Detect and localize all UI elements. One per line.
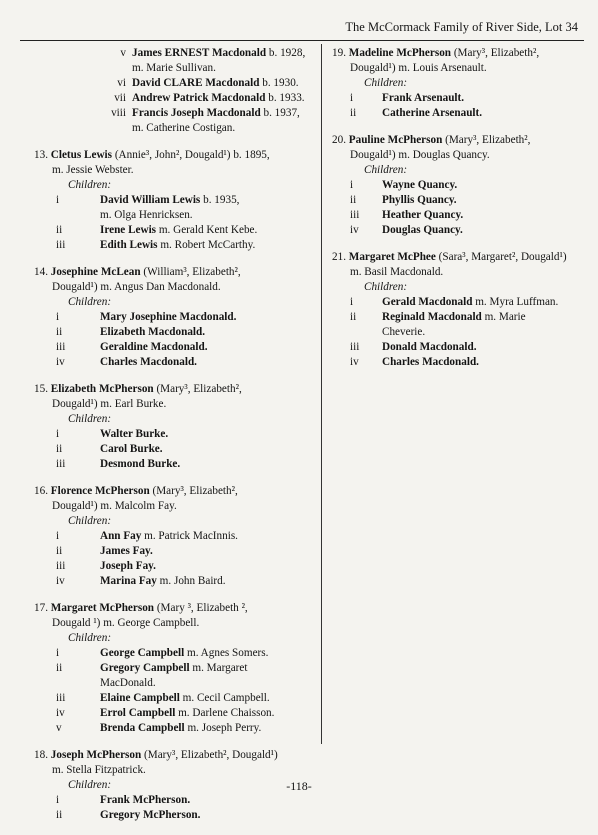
family-entry: [34, 148, 318, 253]
child-row: [332, 106, 594, 121]
child-row: [34, 661, 318, 676]
child-details-continued: Cheverie.: [382, 326, 426, 338]
child-details: m. Darlene Chaisson.: [175, 707, 275, 719]
entry-marriage: m. Jessie Webster.: [52, 164, 134, 176]
entry-number: 13.: [34, 149, 48, 161]
child-details: m. Patrick MacInnis.: [141, 530, 238, 542]
child-name: Frank McPherson.: [100, 794, 191, 806]
family-entry: [332, 133, 594, 238]
entry-marriage: Dougald¹) m. Malcolm Fay.: [52, 500, 177, 512]
child-row: [34, 106, 318, 121]
entry-name: Florence McPherson: [50, 485, 150, 497]
child-row: [34, 325, 318, 340]
child-number: ii: [56, 662, 63, 674]
child-details-continued: m. Olga Henricksen.: [100, 209, 193, 221]
child-row: [34, 91, 318, 106]
entry-heading: [332, 133, 594, 148]
child-details-continued: m. Catherine Costigan.: [132, 122, 236, 134]
child-name: Gerald Macdonald: [382, 296, 473, 308]
entry-number: 21.: [332, 251, 346, 263]
page-number: -118-: [286, 779, 312, 793]
entry-number: 16.: [34, 485, 48, 497]
child-name: Gregory Campbell: [100, 662, 190, 674]
entry-name: Elizabeth McPherson: [50, 383, 154, 395]
child-name: Donald Macdonald.: [382, 341, 477, 353]
child-number: iii: [350, 209, 360, 221]
child-row: [34, 691, 318, 706]
child-name: Elaine Campbell: [100, 692, 180, 704]
child-row: [34, 457, 318, 472]
child-row: [332, 208, 594, 223]
children-label: Children:: [68, 296, 112, 308]
child-details: b. 1933.: [265, 92, 305, 104]
child-number: iii: [56, 560, 66, 572]
child-row: [34, 223, 318, 238]
child-number: i: [56, 794, 60, 806]
child-details-continued: m. Marie Sullivan.: [132, 62, 216, 74]
family-entry: [332, 46, 594, 121]
child-row: [34, 793, 318, 808]
child-number: ii: [350, 311, 357, 323]
child-name: Brenda Campbell: [100, 722, 185, 734]
child-name: Mary Josephine Macdonald.: [100, 311, 237, 323]
child-details-continued: MacDonald.: [100, 677, 156, 689]
child-name: Andrew Patrick Macdonald: [132, 92, 266, 104]
entry-name: Pauline McPherson: [348, 134, 443, 146]
child-details: m. Agnes Somers.: [184, 647, 269, 659]
entry-number: 18.: [34, 749, 48, 761]
column-divider: [321, 44, 322, 744]
child-row: [34, 310, 318, 325]
children-label: Children:: [364, 77, 408, 89]
child-number: vi: [117, 77, 126, 89]
entry-lineage: (Mary³, Elizabeth²,: [442, 134, 531, 146]
continued-children-list: [34, 46, 318, 136]
children-label: Children:: [68, 179, 112, 191]
child-row: [34, 574, 318, 589]
child-name: Wayne Quancy.: [382, 179, 458, 191]
entry-name: Margaret McPherson: [50, 602, 155, 614]
child-name: David CLARE Macdonald: [132, 77, 260, 89]
child-row: [34, 46, 318, 61]
children-label: Children:: [68, 632, 112, 644]
entry-marriage: m. Basil Macdonald.: [350, 266, 444, 278]
child-name: Walter Burke.: [100, 428, 169, 440]
entry-name: Josephine McLean: [50, 266, 141, 278]
child-name: Douglas Quancy.: [382, 224, 463, 236]
child-name: Joseph Fay.: [100, 560, 156, 572]
entry-lineage: (Sara³, Margaret², Dougald¹): [435, 251, 567, 263]
child-name: Heather Quancy.: [382, 209, 464, 221]
child-name: George Campbell: [100, 647, 185, 659]
child-name: Elizabeth Macdonald.: [100, 326, 206, 338]
child-row: [34, 427, 318, 442]
entry-heading: [34, 484, 318, 499]
children-label: Children:: [68, 515, 112, 527]
entry-marriage: Dougald¹) m. Douglas Quancy.: [350, 149, 490, 161]
entry-number: 19.: [332, 47, 346, 59]
child-name: Desmond Burke.: [100, 458, 181, 470]
child-number: ii: [56, 443, 63, 455]
child-row: [34, 238, 318, 253]
child-row: [332, 310, 594, 325]
child-name: Catherine Arsenault.: [382, 107, 483, 119]
family-entry: [34, 601, 318, 736]
child-number: i: [350, 92, 354, 104]
child-details: b. 1937,: [260, 107, 300, 119]
entry-lineage: (Mary ³, Elizabeth ²,: [154, 602, 248, 614]
child-number: ii: [350, 107, 357, 119]
right-column: [332, 46, 594, 382]
family-entry: [34, 484, 318, 589]
child-number: i: [56, 194, 60, 206]
child-row: [34, 559, 318, 574]
entry-lineage: (William³, Elizabeth²,: [140, 266, 241, 278]
child-number: ii: [56, 224, 63, 236]
entry-number: 14.: [34, 266, 48, 278]
child-row: [34, 544, 318, 559]
entry-heading: [34, 748, 318, 763]
child-name: Irene Lewis: [100, 224, 157, 236]
child-name: Geraldine Macdonald.: [100, 341, 208, 353]
child-details: m. Myra Luffman.: [472, 296, 559, 308]
entry-heading: [34, 601, 318, 616]
child-details: m. Margaret: [189, 662, 248, 674]
child-name: David William Lewis: [100, 194, 201, 206]
child-number: iii: [56, 692, 66, 704]
family-entry: [34, 382, 318, 472]
child-row: [332, 178, 594, 193]
family-entry: [332, 250, 594, 370]
child-number: iv: [56, 356, 65, 368]
child-name: Phyllis Quancy.: [382, 194, 457, 206]
child-row: [34, 721, 318, 736]
entry-heading: [332, 250, 594, 265]
child-row: [34, 193, 318, 208]
entry-heading: [34, 148, 318, 163]
header-title: The McCormack Family of River Side, Lot 34: [345, 20, 578, 34]
child-number: ii: [56, 545, 63, 557]
child-row: [332, 295, 594, 310]
child-row: [332, 223, 594, 238]
child-number: viii: [111, 107, 126, 119]
entry-name: Cletus Lewis: [50, 149, 113, 161]
child-row: [34, 442, 318, 457]
entry-lineage: (Mary³, Elizabeth², Dougald¹): [141, 749, 278, 761]
child-name: Errol Campbell: [100, 707, 176, 719]
entry-number: 20.: [332, 134, 346, 146]
entry-lineage: (Mary³, Elizabeth²,: [153, 383, 242, 395]
family-entry: [34, 265, 318, 370]
child-number: v: [56, 722, 62, 734]
child-number: i: [56, 647, 60, 659]
entry-marriage: m. Stella Fitzpatrick.: [52, 764, 146, 776]
entry-heading: [34, 382, 318, 397]
child-row: [34, 646, 318, 661]
child-number: vii: [114, 92, 126, 104]
left-column: [34, 46, 318, 835]
child-row: [332, 91, 594, 106]
entry-marriage: Dougald ¹) m. George Campbell.: [52, 617, 200, 629]
child-name: Charles Macdonald.: [100, 356, 197, 368]
child-details: b. 1930.: [259, 77, 299, 89]
children-label: Children:: [68, 779, 112, 791]
child-details: m. Gerald Kent Kebe.: [156, 224, 258, 236]
child-name: Ann Fay: [100, 530, 142, 542]
child-number: v: [120, 47, 126, 59]
child-name: James ERNEST Macdonald: [132, 47, 267, 59]
entry-lineage: (Mary³, Elizabeth²,: [451, 47, 540, 59]
child-number: iii: [56, 341, 66, 353]
child-number: iii: [350, 341, 360, 353]
entry-marriage: Dougald¹) m. Louis Arsenault.: [350, 62, 487, 74]
child-name: Gregory McPherson.: [100, 809, 201, 821]
child-name: Marina Fay: [100, 575, 157, 587]
children-label: Children:: [364, 281, 408, 293]
child-name: James Fay.: [100, 545, 153, 557]
child-details: b. 1935,: [200, 194, 240, 206]
child-name: Francis Joseph Macdonald: [132, 107, 261, 119]
child-name: Carol Burke.: [100, 443, 163, 455]
child-row: [34, 706, 318, 721]
child-number: i: [56, 428, 60, 440]
child-number: ii: [350, 194, 357, 206]
children-label: Children:: [364, 164, 408, 176]
child-details: m. Marie: [481, 311, 526, 323]
child-details: m. Joseph Perry.: [184, 722, 262, 734]
child-details: b. 1928,: [266, 47, 306, 59]
entry-number: 17.: [34, 602, 48, 614]
entry-marriage: Dougald¹) m. Angus Dan Macdonald.: [52, 281, 221, 293]
child-number: i: [350, 179, 354, 191]
child-row: [332, 340, 594, 355]
entry-lineage: (Mary³, Elizabeth²,: [149, 485, 238, 497]
child-row: [34, 529, 318, 544]
child-number: iii: [56, 239, 66, 251]
entry-marriage: Dougald¹) m. Earl Burke.: [52, 398, 167, 410]
entry-number: 15.: [34, 383, 48, 395]
child-row: [34, 340, 318, 355]
child-number: ii: [56, 326, 63, 338]
entry-name: Madeline McPherson: [348, 47, 452, 59]
child-number: iv: [56, 575, 65, 587]
entry-heading: [34, 265, 318, 280]
child-number: iii: [56, 458, 66, 470]
child-row: [34, 808, 318, 823]
child-number: i: [350, 296, 354, 308]
child-number: i: [56, 311, 60, 323]
child-name: Reginald Macdonald: [382, 311, 482, 323]
child-name: Charles Macdonald.: [382, 356, 479, 368]
child-details: m. Cecil Campbell.: [179, 692, 270, 704]
child-name: Edith Lewis: [100, 239, 158, 251]
child-row: [332, 193, 594, 208]
child-row: [332, 355, 594, 370]
entry-name: Joseph McPherson: [50, 749, 142, 761]
child-number: ii: [56, 809, 63, 821]
children-label: Children:: [68, 413, 112, 425]
child-number: iv: [350, 356, 359, 368]
child-row: [34, 355, 318, 370]
child-details: m. Robert McCarthy.: [157, 239, 256, 251]
child-number: i: [56, 530, 60, 542]
child-details: m. John Baird.: [156, 575, 226, 587]
entry-heading: [332, 46, 594, 61]
child-row: [34, 76, 318, 91]
entry-name: Margaret McPhee: [348, 251, 436, 263]
child-number: iv: [56, 707, 65, 719]
child-name: Frank Arsenault.: [382, 92, 465, 104]
child-number: iv: [350, 224, 359, 236]
entry-lineage: (Annie³, John², Dougald¹) b. 1895,: [112, 149, 270, 161]
running-header: [20, 14, 584, 41]
